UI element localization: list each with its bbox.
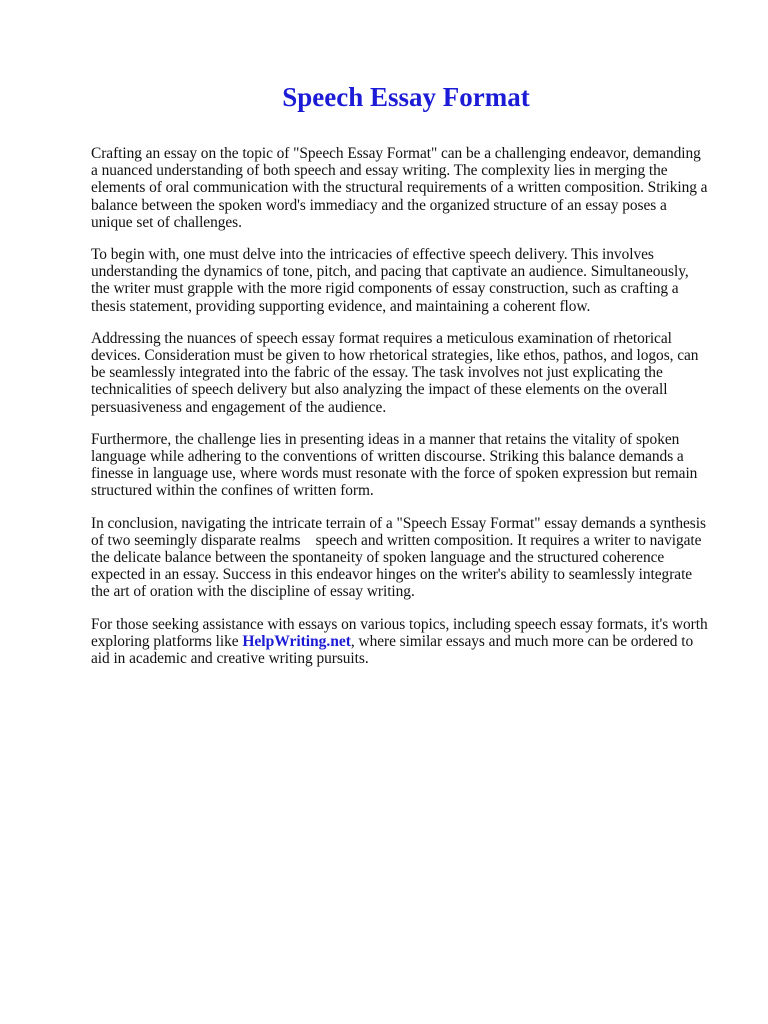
paragraph-2 — [91, 246, 731, 315]
paragraph-line: balance between the spoken word's immediacy and the organized structure of an essay poses a — [91, 196, 667, 214]
paragraph-line: language while adhering to the conventions of written discourse. Striking this balance demands a — [91, 448, 684, 466]
paragraph-line: the delicate balance between the spontaneity of spoken language and the structured coherence — [91, 549, 665, 567]
paragraph-line: the writer must grapple with the more rigid components of essay construction, such as crafting a — [91, 280, 679, 298]
link-suffix-text: , where similar essays and much more can be ordered to — [350, 632, 694, 650]
paragraph-4 — [91, 431, 731, 500]
paragraph-line: persuasiveness and engagement of the audience. — [91, 398, 387, 416]
paragraph-line: expected in an essay. Success in this endeavor hinges on the writer's ability to seamlessly integrate — [91, 566, 693, 584]
paragraph-line: technicalities of speech delivery but also analyzing the impact of these elements on the overall — [91, 381, 668, 399]
helpwriting-link[interactable]: HelpWriting.net — [242, 632, 351, 650]
paragraph-line: Addressing the nuances of speech essay format requires a meticulous examination of rhetorical — [91, 329, 672, 347]
paragraph-line: thesis statement, providing supporting evidence, and maintaining a coherent flow. — [91, 297, 591, 315]
paragraph-line: Furthermore, the challenge lies in presenting ideas in a manner that retains the vitality of spoken — [91, 430, 680, 448]
paragraph-3 — [91, 330, 731, 416]
paragraph-line: of two seemingly disparate realms speech and written composition. It requires a writer to navigate — [91, 531, 702, 549]
paragraph-line-with-link — [91, 633, 731, 650]
paragraph-line: structured within the confines of written form. — [91, 482, 374, 500]
paragraph-line: finesse in language use, where words must resonate with the force of spoken expression but remain — [91, 465, 698, 483]
essay-body — [91, 145, 731, 682]
paragraph-line: the art of oration with the discipline of essay writing. — [91, 583, 415, 601]
paragraph-line: unique set of challenges. — [91, 213, 242, 231]
paragraph-line: elements of oral communication with the structural requirements of a written composition. Striking a — [91, 179, 708, 197]
paragraph-line: be seamlessly integrated into the fabric of the essay. The task involves not just explicating the — [91, 364, 663, 382]
paragraph-1 — [91, 145, 731, 231]
paragraph-line: To begin with, one must delve into the intricacies of effective speech delivery. This involves — [91, 246, 654, 264]
closing-paragraph — [91, 616, 731, 668]
paragraph-line: In conclusion, navigating the intricate terrain of a "Speech Essay Format" essay demands a synthesis — [91, 514, 706, 532]
link-prefix-text: exploring platforms like — [91, 632, 243, 650]
page-title: Speech Essay Format — [282, 82, 530, 112]
paragraph-line: devices. Consideration must be given to how rhetorical strategies, like ethos, pathos, and logos, can — [91, 347, 699, 365]
paragraph-line: Crafting an essay on the topic of "Speech Essay Format" can be a challenging endeavor, demanding — [91, 145, 701, 162]
paragraph-line: a nuanced understanding of both speech and essay writing. The complexity lies in merging the — [91, 162, 668, 180]
paragraph-line: For those seeking assistance with essays on various topics, including speech essay formats, it's worth — [91, 615, 708, 633]
paragraph-line: understanding the dynamics of tone, pitch, and pacing that captivate an audience. Simultaneously, — [91, 263, 689, 281]
paragraph-line: aid in academic and creative writing pursuits. — [91, 650, 369, 668]
paragraph-5 — [91, 515, 731, 601]
